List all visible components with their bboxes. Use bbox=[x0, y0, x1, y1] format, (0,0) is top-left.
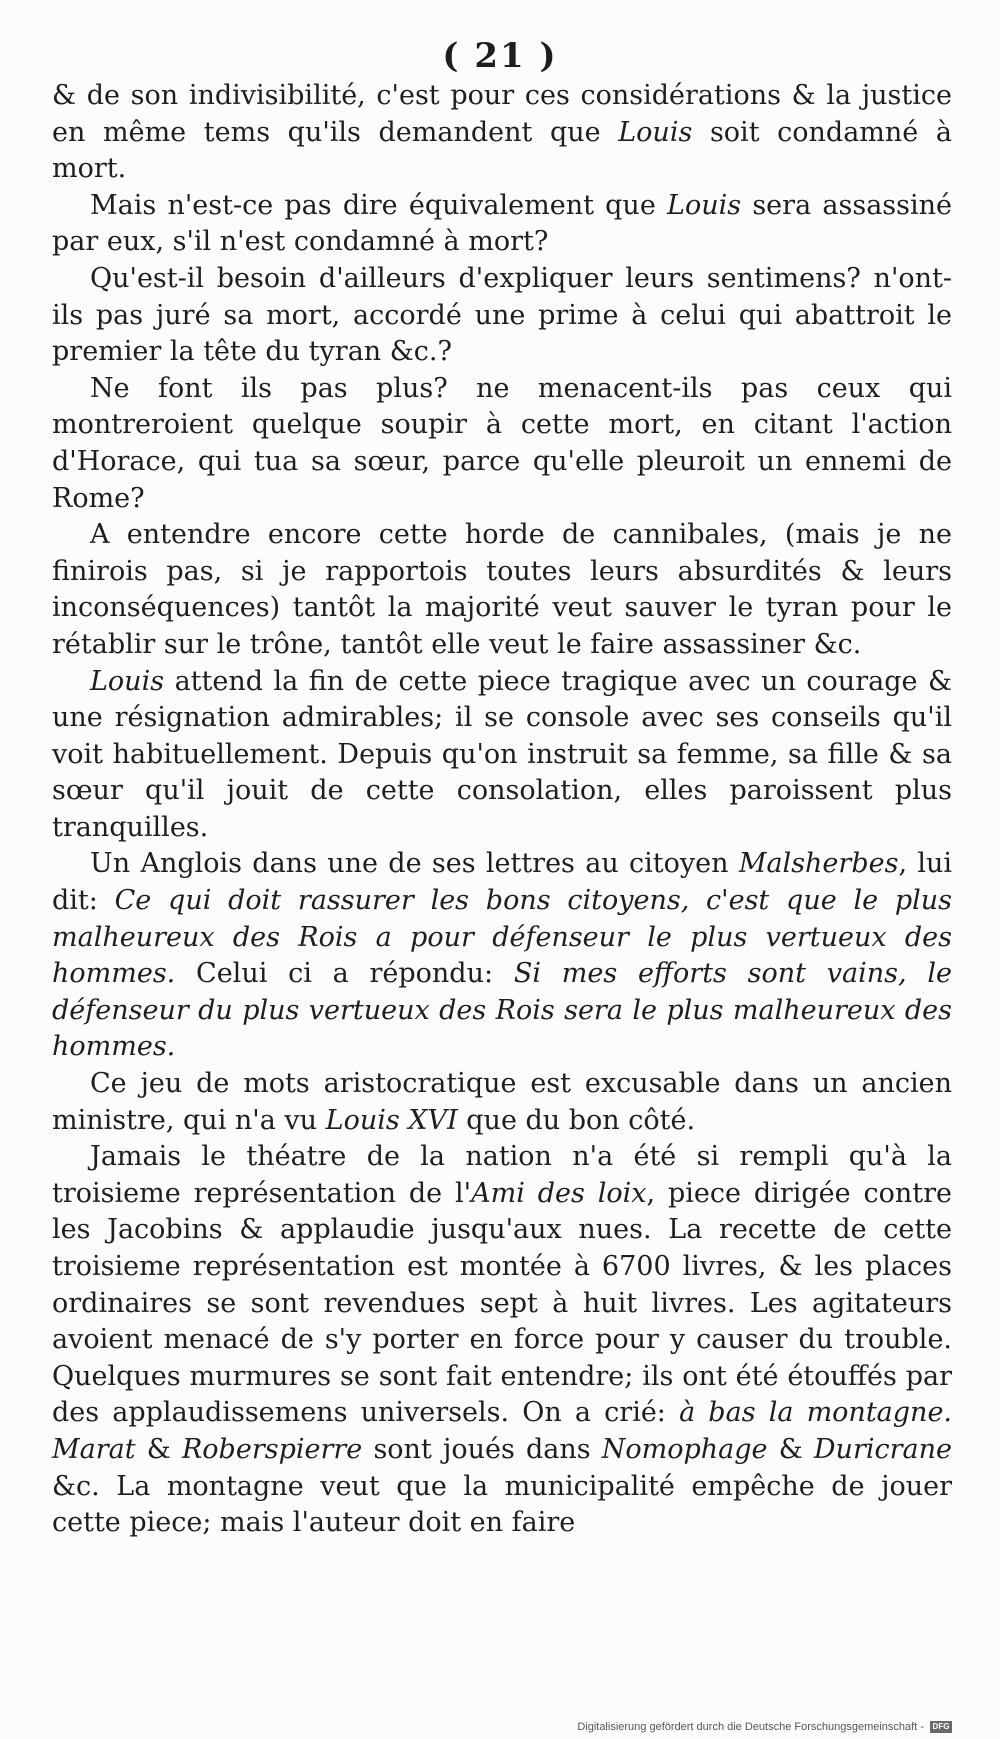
text-run: que du bon côté. bbox=[457, 1104, 696, 1136]
italic-text: Louis bbox=[90, 665, 165, 697]
italic-text: Louis XVI bbox=[325, 1104, 458, 1136]
text-run: sera assassiné par eux, s'il n'est condamné à mort? bbox=[52, 189, 953, 258]
text-run: Mais n'est-ce pas dire équivalement que bbox=[90, 189, 668, 221]
text-run: attend la fin de cette piece tragique avec un courage & une résignation admirables; il se console avec ses conseils qu'il voit habituellement. Depuis qu'on instruit sa femme, sa fille & sa sœur qu'il jouit de cette consolation, elles paroissent plus tranquilles. bbox=[52, 665, 952, 843]
paragraph bbox=[52, 78, 952, 188]
paragraph bbox=[52, 846, 952, 1066]
text-run: Jamais le théatre de la nation n'a été si rempli qu'à la troisieme représentation de l' bbox=[52, 1141, 952, 1209]
italic-text: Si mes efforts sont vains, le défenseur du plus vertueux des Rois sera le plus malheureux des hommes. bbox=[52, 958, 952, 1063]
paragraph bbox=[52, 1139, 952, 1542]
text-run: & bbox=[135, 1433, 182, 1465]
italic-text: Roberspierre bbox=[181, 1433, 363, 1465]
text-run: A entendre encore cette horde de cannibales, (mais je ne finirois pas, si je rapportois toutes leurs absurdités & leurs inconséquences) tantôt la majorité veut sauver le tyran pour le rétablir sur le trône, tantôt elle veut le faire assassiner &c. bbox=[52, 519, 952, 660]
text-run: & de son indivisibilité, c'est pour ces considérations & la justice en même tems qu'ils demandent que bbox=[52, 80, 952, 148]
footer-credit: Digitalisierung gefördert durch die Deutsche Forschungsgemeinschaft - bbox=[577, 1721, 924, 1733]
text-run: soit condamné à mort. bbox=[52, 116, 952, 185]
italic-text: à bas la montagne. Marat bbox=[52, 1397, 953, 1465]
paragraph bbox=[52, 261, 952, 371]
dfg-logo-icon: DFG bbox=[930, 1721, 952, 1733]
text-run: Ne font ils pas plus? ne menacent-ils pas ceux qui montreroient quelque soupir à cette mort, en citant l'action d'Horace, qui tua sa sœur, parce qu'elle pleuroit un ennemi de Rome? bbox=[52, 372, 952, 514]
text-run: Celui ci a répondu: bbox=[175, 958, 514, 990]
body-text bbox=[52, 78, 952, 1542]
italic-text: Ce qui doit rassurer les bons citoyens, c'est que le plus malheureux des Rois a pour défenseur le plus vertueux des hommes. bbox=[52, 885, 952, 990]
italic-text: Ami des loix bbox=[471, 1177, 647, 1209]
text-run: & bbox=[767, 1433, 814, 1465]
text-run: Un Anglois dans une de ses lettres au citoyen bbox=[90, 848, 739, 880]
text-run: , lui dit: bbox=[52, 848, 952, 917]
italic-text: Louis bbox=[618, 116, 693, 148]
italic-text: Louis bbox=[667, 189, 742, 221]
text-run: sont joués dans bbox=[362, 1433, 602, 1465]
paragraph bbox=[52, 188, 952, 261]
paragraph bbox=[52, 664, 952, 847]
italic-text: Duricrane bbox=[813, 1433, 952, 1465]
italic-text: Malsherbes bbox=[738, 848, 899, 880]
text-run: Ce jeu de mots aristocratique est excusable dans un ancien ministre, qui n'a vu bbox=[52, 1068, 952, 1136]
paragraph bbox=[52, 1066, 952, 1139]
text-run: , piece dirigée contre les Jacobins & applaudie jusqu'aux nues. La recette de cette troisieme représentation est montée à 6700 livres, & les places ordinaires se sont revendues sept à huit livres. Les agitateurs avoient menacé de s'y porter en force pour y causer du trouble. Quelques murmures se sont fait entendre; ils ont été étouffés par des applaudissemens universels. On a crié: bbox=[52, 1177, 953, 1429]
page-number: ( 21 ) bbox=[442, 36, 558, 76]
paragraph bbox=[52, 371, 952, 517]
digitization-footer bbox=[577, 1721, 952, 1733]
text-run: &c. La montagne veut que la municipalité empêche de jouer cette piece; mais l'auteur doit en faire bbox=[52, 1470, 952, 1539]
italic-text: Nomophage bbox=[601, 1433, 768, 1465]
text-run: Qu'est-il besoin d'ailleurs d'expliquer leurs sentimens? n'ont-ils pas juré sa mort, accordé une prime à celui qui abattroit le premier la tête du tyran &c.? bbox=[52, 262, 952, 368]
paragraph bbox=[52, 517, 952, 663]
